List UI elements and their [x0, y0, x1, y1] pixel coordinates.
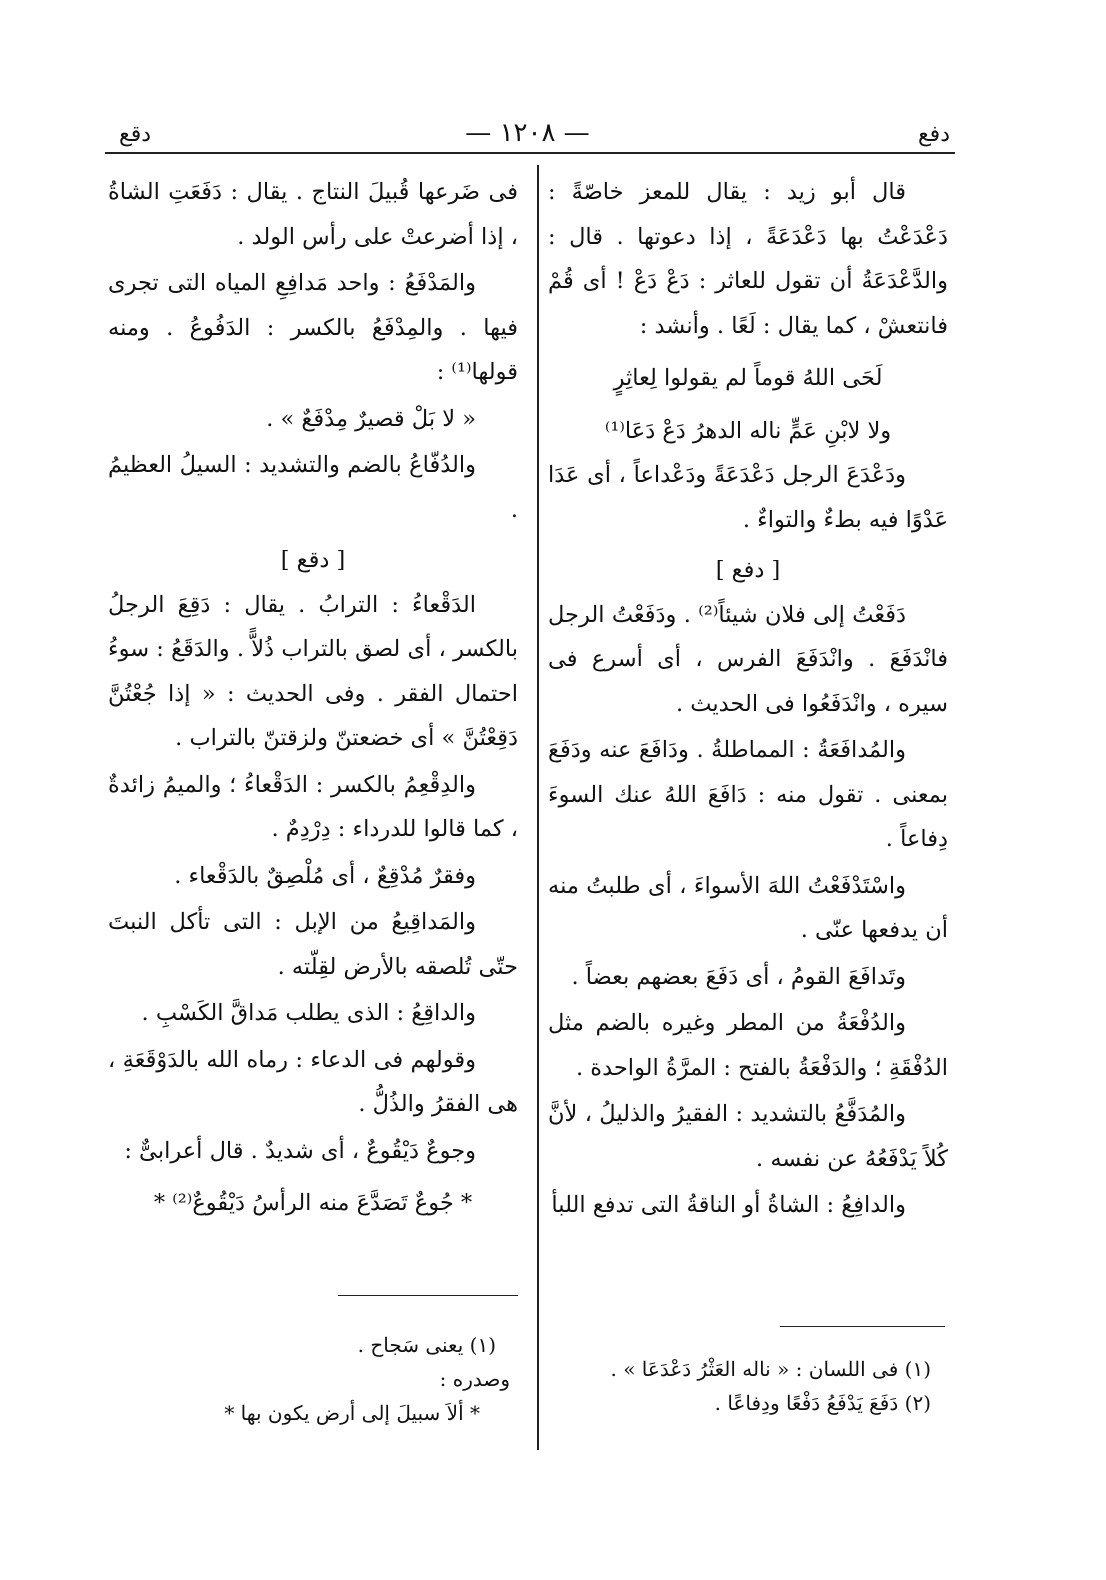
entry-paragraph: والمُدَفَّعُ بالتشديد : الفقيرُ والذليلُ ، لأنَّ كُلاً يَدْفَعُهُ عن نفسه . [548, 1101, 948, 1172]
header-headword-left: دقع [119, 122, 152, 147]
entry-paragraph: دَفَعْتُ إلى فلان شيئاً⁽²⁾ . ودَفَعْتُ الرجل فانْدَفَعَ . وانْدَفَعَ الفرس ، أى أسرع فى سيره ، وانْدَفَعُوا فى الحديث . [548, 601, 948, 717]
section-heading: [ دقع ] [280, 547, 346, 573]
entry-paragraph: والمَدْفَعُ : واحد مَدافِعِ المياه التى تجرى فيها . والمِدْفَعُ بالكسر : الدَفُوعُ . ومنه قولها⁽¹⁾ : [108, 270, 518, 385]
verse-line: لَحَى اللهُ قوماً لم يقولوا لِعاثِرٍ [613, 365, 883, 391]
right-column [548, 170, 948, 1230]
header-rule [105, 152, 955, 154]
entry-paragraph: وتَدافَعَ القومُ ، أى دَفَعَ بعضهم بعضاً . [571, 963, 906, 990]
footnote-rule-right [780, 1326, 945, 1327]
footnote: وصدره : [439, 1367, 510, 1391]
verse-line: * جُوعٌ تَصَدَّعَ منه الرأسُ دَيْقُوعٌ⁽²⁾ * [153, 1190, 473, 1216]
entry-paragraph: وقولهم فى الدعاء : رماه الله بالدَوْقَعَةِ ، هى الفقرُ والذُلُّ . [108, 1046, 518, 1117]
entry-paragraph: والمَداقِيعُ من الإبل : التى تأكل النبتَ حتّى تُلصقه بالأرض لقِلّته . [108, 909, 518, 980]
entry-paragraph: والداقِعُ : الذى يطلب مَداقَّ الكَسْبِ . [141, 1000, 476, 1026]
entry-paragraph: والدُفّاعُ بالضم والتشديد : السيلُ العظيمُ . [108, 452, 518, 523]
footnotes-right [560, 1352, 945, 1420]
footnotes-left [150, 1328, 510, 1430]
column-divider [537, 165, 539, 1450]
entry-paragraph: فى ضَرعها قُبيلَ النتاج . يقال : دَفَعَتِ الشاةُ ، إذا أضرعتْ على رأس الولد . [108, 179, 518, 250]
entry-paragraph: والدِقْعِمُ بالكسر : الدَقْعاءُ ؛ والميمُ زائدةٌ ، كما قالوا للدرداء : دِرْدِمٌ . [108, 771, 518, 842]
footnote-verse: * ألاَ سبيلَ إلى أرض يكون بها * [224, 1401, 480, 1425]
footnote: (١) فى اللسان : « ناله العَثْرُ دَعْدَعَا » . [610, 1357, 931, 1381]
entry-paragraph: والدُفْعَةُ من المطر وغيره بالضم مثل الدُفْقَةِ ؛ والدَفْعَةُ بالفتح : المرَّةُ الواحدة . [548, 1010, 948, 1081]
left-column [108, 170, 518, 1226]
footnote: (١) يعنى سَجاح . [357, 1333, 496, 1357]
entry-paragraph: وجوعٌ دَيْقُوعٌ ، أى شديدٌ . قال أعرابىٌّ : [124, 1137, 476, 1164]
entry-paragraph: قال أبو زيد : يقال للمعز خاصّةً : دَعْدَعْتُ بها دَعْدَعَةً ، إذا دعوتها . قال : والدَّعْدَعَةُ أن تقول للعاثر : دَعْ دَعْ ! أى قُمْ فانتعشْ ، كما يقال : لَعًا . وأنشد : [548, 179, 948, 339]
footnote-rule-left [338, 1295, 518, 1296]
entry-paragraph: واسْتَدْفَعْتُ اللهَ الأسواءَ ، أى طلبتُ منه أن يدفعها عنّى . [548, 872, 948, 943]
verse-line: ولا لابْنِ عَمٍّ ناله الدهرُ دَعْ دَعَا⁽¹⁾ [604, 417, 892, 444]
footnote: (٢) دَفَعَ يَدْفَعُ دَفْعًا ودِفاعًا . [714, 1391, 931, 1415]
entry-paragraph: الدَقْعاءُ : الترابُ . يقال : دَقِعَ الرجلُ بالكسر ، أى لصق بالتراب ذُلاًّ . والدَقَعُ : سوءُ احتمال الفقر . وفى الحديث : « إذا جُعْتُنَّ دَقِعْتُنَّ » أى خضعتنّ ولزقتنّ بالتراب . [108, 591, 518, 751]
entry-paragraph: والدافِعُ : الشاةُ أو الناقةُ التى تدفع اللبأ [551, 1192, 906, 1218]
entry-paragraph: والمُدافَعَةُ : المماطلةُ . ودَافَعَ عنه ودَفَعَ بمعنى . تقول منه : دَافَعَ اللهُ عنك السوءَ دِفاعاً . [548, 737, 948, 852]
page-number: — ١٢٠٨ — [465, 118, 590, 148]
entry-paragraph: وفقرٌ مُدْقِعٌ ، أى مُلْصِقٌ بالدَقْعاء . [174, 862, 476, 889]
entry-paragraph: « لا بَلْ قصيرٌ مِدْفَعٌ » . [266, 405, 476, 432]
page-header [105, 118, 950, 154]
header-headword-right: دفع [917, 122, 950, 147]
entry-paragraph: ودَعْدَعَ الرجل دَعْدَعَةً ودَعْداعاً ، أى عَدَا عَدْوًا فيه بطءٌ والتواءٌ . [548, 462, 948, 533]
section-heading: [ دفع ] [715, 557, 781, 583]
